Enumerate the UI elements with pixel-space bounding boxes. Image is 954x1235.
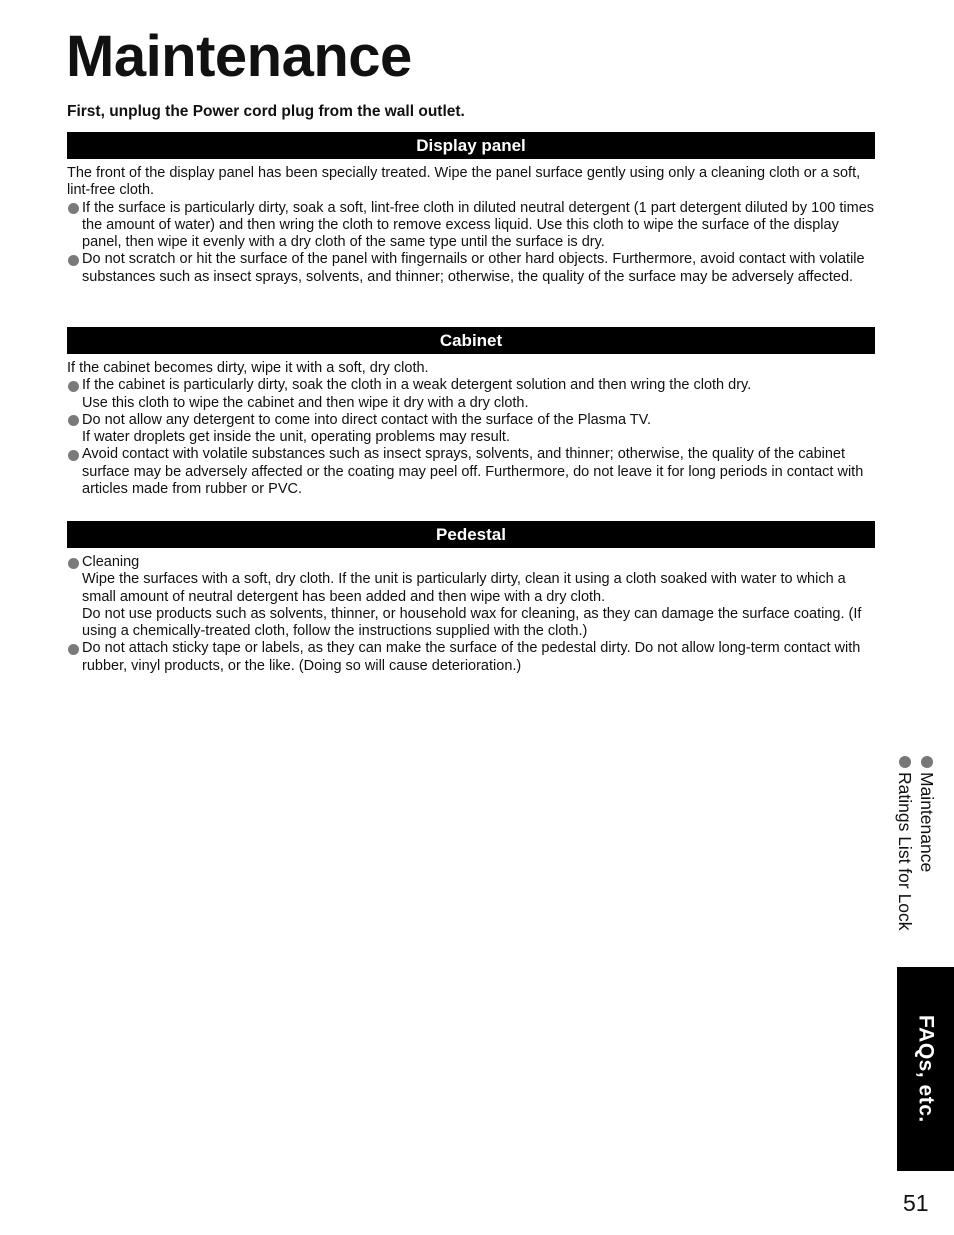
list-item-text: If water droplets get inside the unit, operating problems may result.: [82, 429, 510, 446]
list-item: [67, 251, 875, 286]
list-item-text: Wipe the surfaces with a soft, dry cloth. If the unit is particularly dirty, clean it using a cloth soaked with water to which a small amount of neutral detergent has been added and then wipe with a dry cloth.: [82, 571, 846, 605]
side-nav-item-ratings-list[interactable]: [894, 756, 916, 931]
list-item-text: Avoid contact with volatile substances such as insect sprays, solvents, and thinner; otherwise, the quality of the cabinet surface may be adversely affected or the coating may peel off. Furthermore, do not leave it for long periods in contact with articles made from rubber or PVC.: [82, 446, 864, 498]
bullet-icon: [68, 415, 79, 426]
side-nav-label: Maintenance: [917, 772, 937, 873]
section-body: [67, 554, 875, 675]
list-item-text: Do not use products such as solvents, thinner, or household wax for cleaning, as they can damage the surface coating. (If using a chemically-treated cloth, follow the instructions supplied with the cloth.): [82, 605, 862, 640]
side-nav-label: Ratings List for Lock: [895, 772, 915, 931]
page-number: 51: [903, 1190, 929, 1216]
chapter-tab-label: FAQs, etc.: [914, 1015, 938, 1123]
list-item-text: Do not scratch or hit the surface of the panel with fingernails or other hard objects. Furthermore, avoid contact with volatile substances such as insect sprays, solvents, and thinner; otherwise, the quality of the surface may be adversely affected.: [82, 251, 865, 285]
section-heading: Cabinet: [67, 327, 875, 354]
list-item-text: Do not attach sticky tape or labels, as they can make the surface of the pedestal dirty. Do not allow long-term contact with rubber, vinyl products, or the like. (Doing so will cause deterioration.): [82, 640, 861, 674]
bullet-icon: [921, 756, 933, 768]
list-item: [67, 377, 875, 412]
bullet-icon: [68, 450, 79, 461]
side-nav: [888, 756, 938, 961]
section-pedestal: [67, 521, 875, 675]
side-nav-item-maintenance[interactable]: [916, 756, 938, 872]
section-lead: The front of the display panel has been specially treated. Wipe the panel surface gently using only a cleaning cloth or a soft, lint-free cloth.: [67, 165, 861, 199]
bullet-icon: [68, 644, 79, 655]
list-item-text: Cleaning: [82, 554, 140, 570]
section-lead: If the cabinet becomes dirty, wipe it with a soft, dry cloth.: [67, 360, 429, 376]
list-item: [67, 200, 875, 252]
list-item-text: Do not allow any detergent to come into direct contact with the surface of the Plasma TV.: [82, 411, 652, 428]
section-cabinet: [67, 327, 875, 498]
intro-warning: First, unplug the Power cord plug from the wall outlet.: [67, 103, 465, 120]
list-item: [67, 412, 875, 447]
section-body: [67, 360, 875, 498]
page-title: Maintenance: [66, 24, 412, 89]
bullet-icon: [899, 756, 911, 768]
section-heading: Pedestal: [67, 521, 875, 548]
bullet-icon: [68, 203, 79, 214]
list-item: [67, 554, 875, 640]
list-item: [67, 446, 875, 498]
bullet-icon: [68, 381, 79, 392]
list-item-text: If the surface is particularly dirty, soak a soft, lint-free cloth in diluted neutral detergent (1 part detergent diluted by 100 times the amount of water) and then wring the cloth to remove excess liquid. Use this cloth to wipe the surface of the display panel, then wipe it evenly with a dry cloth of the same type until the surface is dry.: [82, 199, 875, 251]
chapter-tab[interactable]: [897, 967, 954, 1171]
list-item: [67, 640, 875, 675]
list-item-text: If the cabinet is particularly dirty, soak the cloth in a weak detergent solution and then wring the cloth dry.: [82, 377, 752, 394]
bullet-icon: [68, 255, 79, 266]
list-item-text: Use this cloth to wipe the cabinet and then wipe it dry with a dry cloth.: [82, 394, 529, 411]
section-display-panel: [67, 132, 875, 286]
section-body: [67, 165, 875, 286]
bullet-icon: [68, 558, 79, 569]
section-heading: Display panel: [67, 132, 875, 159]
